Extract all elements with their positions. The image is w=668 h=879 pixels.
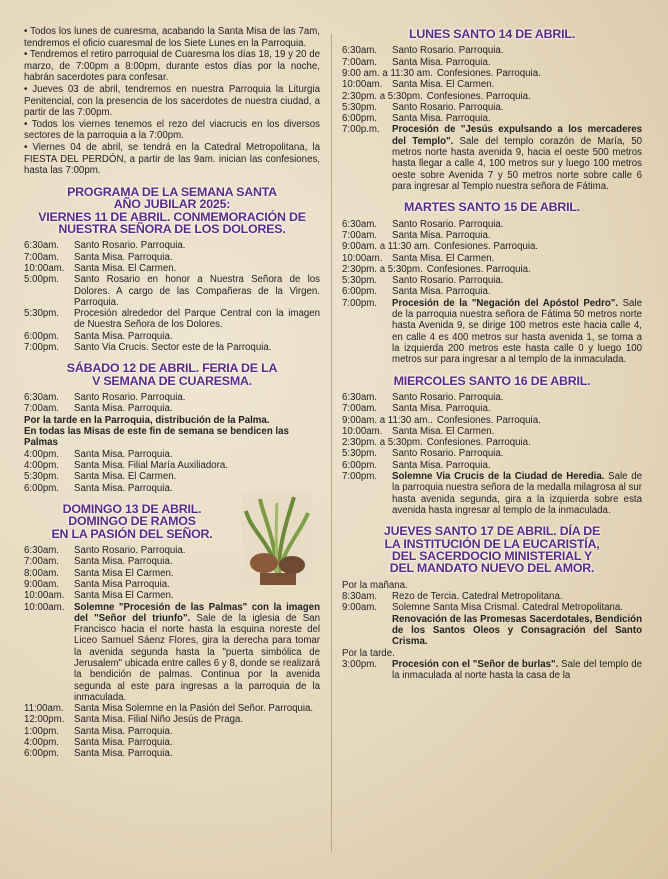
schedule-time: 6:30am. xyxy=(24,392,60,404)
event-title: Procesión de "Jesús expulsando a los mercaderes del Templo". xyxy=(392,124,642,147)
event-text: Santa Misa. El Carmen. xyxy=(74,471,177,483)
schedule-row xyxy=(24,471,320,482)
schedule-time: 10:00am. xyxy=(24,590,65,602)
event-text: Sale de la iglesia de San Francisco hacia el norte hasta la esquina noreste del Liceo Samuel Sáenz Flores, gira la derecha para tomar la avenida segunda hasta la "puerta simbólica de Jerusalem" ubicada entre calles 6 y 8, donde se realizará la bendición de palmas. Continua por la avenida segunda al este para ingresas a la parroquia de la inmaculada. xyxy=(74,612,320,703)
schedule-time: 6:30am. xyxy=(342,45,378,57)
heading-line: MIERCOLES SANTO 16 DE ABRIL. xyxy=(393,373,591,388)
schedule-row xyxy=(24,449,320,460)
schedule-time: 7:00p.m. xyxy=(342,124,380,136)
schedule-row xyxy=(342,426,642,437)
right-column xyxy=(342,26,642,682)
schedule-description xyxy=(437,415,642,426)
heading-line: LUNES SANTO 14 DE ABRIL. xyxy=(409,27,575,41)
event-text: Santa Misa. Parroquia. xyxy=(74,748,173,760)
schedule-time: 5:30pm. xyxy=(342,275,378,287)
schedule-row xyxy=(24,240,320,251)
schedule-description xyxy=(392,426,642,437)
schedule-list xyxy=(342,392,642,516)
schedule-description xyxy=(392,460,642,471)
event-text: Santa Misa. El Carmen. xyxy=(392,79,495,91)
schedule-time: 7:00am. xyxy=(342,229,378,241)
section-heading xyxy=(342,375,642,387)
schedule-row xyxy=(24,331,320,342)
schedule-row xyxy=(342,219,642,230)
schedule-row xyxy=(342,102,642,113)
column-divider xyxy=(331,34,332,852)
heading-line: VIERNES 11 DE ABRIL. CONMEMORACIÓN DE xyxy=(38,209,306,224)
event-text: Santa Misa. Parroquia. xyxy=(74,330,173,342)
event-title: Procesión con el "Señor de burlas". xyxy=(392,658,559,670)
schedule-list xyxy=(342,45,642,192)
schedule-row xyxy=(342,460,642,471)
schedule-description xyxy=(74,308,320,331)
section-domingo xyxy=(24,503,320,760)
heading-line: DOMINGO DE RAMOS xyxy=(68,514,196,529)
schedule-description xyxy=(74,392,320,403)
schedule-time: 6:30am. xyxy=(24,240,60,252)
event-text: Santa Misa. Parroquia. xyxy=(74,251,173,263)
palm-plant-image xyxy=(242,493,312,585)
schedule-time: 11:00am. xyxy=(24,703,64,715)
schedule-time: 6:00pm. xyxy=(24,748,60,760)
schedule-row xyxy=(24,703,320,714)
schedule-time: 9:00am. a 11:30 am. xyxy=(342,241,431,253)
schedule-time: 6:00pm. xyxy=(342,459,378,471)
schedule-time: 6:30am. xyxy=(342,218,378,230)
schedule-time: 5:30pm. xyxy=(342,448,378,460)
schedule-description xyxy=(74,274,320,308)
schedule-description xyxy=(392,102,642,113)
event-text: Santo Rosario. Parroquia. xyxy=(392,391,504,403)
event-text: Confesiones. Parroquia. xyxy=(436,68,541,79)
schedule-time: 7:00pm. xyxy=(342,471,378,483)
schedule-time: 7:00am. xyxy=(342,403,378,415)
left-column xyxy=(24,26,320,760)
event-text: Santa Misa. Parroquia. xyxy=(74,737,173,749)
schedule-time: 2:30pm. a 5:30pm. xyxy=(342,437,423,449)
event-text: Santa Misa. El Carmen. xyxy=(74,262,177,274)
event-text: Santa Misa El Carmen. xyxy=(74,567,174,579)
event-text: Santa Misa. Parroquia. xyxy=(74,448,173,460)
schedule-row xyxy=(342,79,642,90)
schedule-description xyxy=(74,737,320,748)
schedule-description xyxy=(392,253,642,264)
schedule-row xyxy=(24,252,320,263)
schedule-row xyxy=(342,448,642,459)
section-heading xyxy=(24,186,320,236)
event-text: Santo Rosario. Parroquia. xyxy=(392,45,504,57)
event-text: Santa Misa. Parroquia. xyxy=(392,56,491,68)
schedule-description xyxy=(392,403,642,414)
event-text: Santa Misa. El Carmen. xyxy=(392,252,495,264)
event-text: Confesiones. Parroquia. xyxy=(426,90,531,102)
event-text: Santa Misa. Filial Niño Jesús de Praga. xyxy=(74,714,244,726)
schedule-time: 10:00am. xyxy=(24,262,65,274)
schedule-row xyxy=(24,308,320,331)
heading-line: PROGRAMA DE LA SEMANA SANTA xyxy=(67,184,277,199)
schedule-label: Por la mañana. xyxy=(342,579,408,591)
schedule-time: 8:30am. xyxy=(342,591,378,603)
schedule-row xyxy=(342,298,642,366)
schedule-row xyxy=(24,737,320,748)
heading-line: V SEMANA DE CUARESMA. xyxy=(92,373,252,388)
event-text: Sale de la parroquia nuestra señora de Fátima 50 metros norte hasta Avenida 9, se dirige 100 metros este hacia calle 4, en calle 4 es 400 metros sur hasta avenida 1, se toma a la izquierda 200 metros este hasta calle 0 y luego 100 metros sur para ingresar a al templo de la inmaculada. xyxy=(392,297,642,366)
heading-line: JUEVES SANTO 17 DE ABRIL. DÍA DE xyxy=(383,524,601,539)
event-text: Santo Rosario. Parroquia. xyxy=(392,275,504,287)
event-text: Procesión alrededor del Parque Central con la imagen de Nuestra Señora de los Dolores. xyxy=(74,308,320,331)
schedule-row xyxy=(24,460,320,471)
schedule-label: Por la tarde. xyxy=(342,647,395,659)
schedule-description xyxy=(392,448,642,459)
announcement-item: • Viernes 04 de abril, se tendrá en la Catedral Metropolitana, la FIESTA DEL PERDÓN, a partir de las 9am. inician las confesiones, hasta las 7:00pm. xyxy=(24,141,320,177)
schedule-row xyxy=(342,264,642,275)
heading-line: DEL MANDATO NUEVO DEL AMOR. xyxy=(389,561,595,576)
schedule-description xyxy=(392,298,642,366)
schedule-description xyxy=(392,392,642,403)
schedule-description xyxy=(74,263,320,274)
schedule-time: 2:30pm. a 5:30pm. xyxy=(342,263,423,275)
heading-line: AÑO JUBILAR 2025: xyxy=(113,197,231,212)
schedule-description xyxy=(427,264,642,275)
schedule-time: 4:00pm. xyxy=(24,737,60,749)
schedule-time: 10:00am. xyxy=(342,252,383,264)
event-text: Santa Misa. El Carmen. xyxy=(392,425,495,437)
event-text: Santo Rosario en honor a Nuestra Señora de los Dolores. A cargo de las Compañeras de la Virgen. Parroquia. xyxy=(74,274,320,308)
section-miercoles xyxy=(342,375,642,517)
event-text: Rezo de Tercia. Catedral Metropolitana. xyxy=(392,591,563,603)
heading-line: NUESTRA SEÑORA DE LOS DOLORES. xyxy=(58,221,286,236)
schedule-row xyxy=(24,726,320,737)
announcement-item: • Todos los viernes tenemos el rezo del viacrucis en los diversos sectores de la parroquia a la 7:00pm. xyxy=(24,118,320,142)
schedule-list xyxy=(24,392,320,415)
event-title: Solemne Via Crucis de la Ciudad de Heredia. xyxy=(392,471,605,483)
schedule-time: 7:00am. xyxy=(24,556,60,568)
section-sabado xyxy=(24,362,320,493)
schedule-description xyxy=(427,437,642,448)
schedule-time: 9:00am. xyxy=(342,602,378,614)
schedule-note: En todas las Misas de este fin de semana se bendicen las Palmas xyxy=(24,426,289,449)
schedule-time: 1:00pm. xyxy=(24,725,60,737)
schedule-row xyxy=(342,415,642,426)
event-text: Santo Rosario. Parroquia. xyxy=(392,448,504,460)
schedule-time: 5:30pm. xyxy=(24,308,60,320)
section-heading xyxy=(24,362,320,387)
announcement-item: • Tendremos el retiro parroquial de Cuaresma los días 18, 19 y 20 de marzo, de 7:00pm a 8:00pm, durante estos días por la noche, habrán sacerdotes para confesar. xyxy=(24,49,320,84)
schedule-time: 5:30pm. xyxy=(342,101,378,113)
event-text: Confesiones. Parroquia. xyxy=(426,437,531,449)
schedule-row xyxy=(342,392,642,403)
schedule-row xyxy=(342,230,642,241)
schedule-description xyxy=(392,219,642,230)
schedule-list xyxy=(342,659,642,682)
schedule-list xyxy=(24,449,320,494)
section-jueves xyxy=(342,525,642,681)
event-title: Procesión de la "Negación del Apóstol Pedro". xyxy=(392,297,619,309)
schedule-description xyxy=(427,91,642,102)
schedule-row xyxy=(342,602,642,647)
schedule-time: 5:00pm. xyxy=(24,274,60,286)
announcement-item: • Jueves 03 de abril, tendremos en nuestra Parroquia la Liturgia Penitencial, con la presencia de los sacerdotes de nuestra ciudad, a partir de las 7:00pm. xyxy=(24,83,320,119)
event-title: Solemne "Procesión de las Palmas" con la imagen del "Señor del triunfo". xyxy=(74,601,320,624)
schedule-row xyxy=(342,659,642,682)
schedule-description xyxy=(392,57,642,68)
schedule-time: 10:00am. xyxy=(342,79,383,91)
schedule-time: 6:30am. xyxy=(342,391,378,403)
schedule-row xyxy=(24,342,320,353)
event-text: Santa Misa. Parroquia. xyxy=(392,113,491,125)
section-heading xyxy=(342,201,642,213)
schedule-row xyxy=(342,241,642,252)
event-text: Santa Misa Parroquia. xyxy=(74,578,170,590)
section-martes xyxy=(342,201,642,365)
schedule-time: 4:00pm. xyxy=(24,448,60,460)
section-heading xyxy=(342,28,642,40)
schedule-time: 9:00am. xyxy=(24,578,60,590)
schedule-time: 5:30pm. xyxy=(24,471,60,483)
schedule-time: 9:00am. a 11:30 am.. xyxy=(342,414,433,426)
event-text: Santo Rosario. Parroquia. xyxy=(74,240,186,252)
schedule-row xyxy=(24,748,320,759)
schedule-row xyxy=(342,57,642,68)
schedule-description xyxy=(74,252,320,263)
section-viernes xyxy=(24,186,320,354)
schedule-description xyxy=(74,748,320,759)
schedule-description xyxy=(392,230,642,241)
schedule-list xyxy=(342,219,642,366)
schedule-row xyxy=(24,602,320,704)
heading-line: EN LA PASIÓN DEL SEÑOR. xyxy=(51,526,213,541)
schedule-description xyxy=(74,714,320,725)
schedule-description xyxy=(74,403,320,414)
announcement-item: • Todos los lunes de cuaresma, acabando la Santa Misa de las 7am, tendremos el oficio cuaresmal de los Siete Lunes en la Parroquia. xyxy=(24,26,320,49)
event-text: Santa Misa. Filial María Auxiliadora. xyxy=(74,459,228,471)
schedule-description xyxy=(74,471,320,482)
schedule-row xyxy=(342,591,642,602)
schedule-description xyxy=(74,449,320,460)
event-text: Santo Rosario. Parroquia. xyxy=(74,392,186,404)
schedule-description xyxy=(434,241,642,252)
event-text: Sale de la parroquia nuestra señora de la medalla milagrosa al sur hasta avenida segunda, gira a la izquierda sobre esta avenida hasta ingresar al templo de la inmaculada. xyxy=(392,471,642,516)
schedule-description xyxy=(74,240,320,251)
event-text: Santa Misa. Parroquia. xyxy=(392,286,491,298)
schedule-list xyxy=(342,591,642,647)
schedule-time: 7:00am. xyxy=(24,403,60,415)
schedule-row xyxy=(24,263,320,274)
event-text: Sale del templo de la inmaculada al norte hasta la casa de la xyxy=(392,658,642,682)
event-text: Santo Rosario. Parroquia. xyxy=(74,545,186,557)
schedule-row xyxy=(24,403,320,414)
schedule-list xyxy=(24,240,320,353)
schedule-time: 6:00pm. xyxy=(342,113,378,125)
heading-line: SÁBADO 12 DE ABRIL. FERIA DE LA xyxy=(66,361,278,376)
schedule-description xyxy=(392,275,642,286)
event-text: Santa Misa Solemne en la Pasión del Señor. Parroquia. xyxy=(74,703,314,715)
schedule-row xyxy=(24,392,320,403)
event-text: Santo Via Crucis. Sector este de la Parroquia. xyxy=(74,342,272,354)
schedule-description xyxy=(392,79,642,90)
schedule-description xyxy=(392,471,642,516)
schedule-time: 9:00 am. a 11:30 am. xyxy=(342,68,433,79)
schedule-description xyxy=(74,460,320,471)
event-text: Santa Misa. Parroquia. xyxy=(392,229,491,241)
schedule-row xyxy=(24,714,320,725)
schedule-time: 7:00am. xyxy=(24,251,60,263)
schedule-time: 8:00am. xyxy=(24,567,60,579)
schedule-time: 10:00am. xyxy=(24,601,65,613)
event-text: Confesiones. Parroquia. xyxy=(434,241,539,253)
announcements xyxy=(24,26,320,177)
schedule-description xyxy=(74,726,320,737)
schedule-time: 12:00pm. xyxy=(24,714,65,726)
schedule-row xyxy=(342,45,642,56)
event-text: Santa Misa. Parroquia. xyxy=(392,459,491,471)
schedule-description xyxy=(392,591,642,602)
heading-line: MARTES SANTO 15 DE ABRIL. xyxy=(403,200,581,215)
schedule-time: 6:00pm. xyxy=(342,286,378,298)
schedule-time: 4:00pm. xyxy=(24,459,60,471)
schedule-row xyxy=(342,403,642,414)
schedule-time: 3:00pm. xyxy=(342,658,378,670)
section-heading xyxy=(24,503,240,540)
event-text: Solemne Santa Misa Crismal. Catedral Metropolitana. xyxy=(392,602,623,614)
event-text: Santa Misa. Parroquia. xyxy=(74,403,173,415)
schedule-description xyxy=(392,286,642,297)
schedule-description xyxy=(74,590,320,601)
event-text: Santa Misa. Parroquia. xyxy=(392,403,491,415)
schedule-row xyxy=(342,124,642,192)
event-text: Santo Rosario. Parroquia. xyxy=(392,218,504,230)
schedule-row xyxy=(342,91,642,102)
schedule-row xyxy=(342,113,642,124)
schedule-description xyxy=(437,68,642,79)
section-lunes xyxy=(342,28,642,192)
heading-line: DEL SACERDOCIO MINISTERIAL Y xyxy=(391,549,593,564)
event-text: Santo Rosario. Parroquia. xyxy=(392,101,504,113)
schedule-time: 10:00am. xyxy=(342,425,383,437)
event-text: Sale del templo corazón de María, 50 metros norte hasta avenida 9, hacia el oeste 500 metros hasta llegar a calle 4, 100 metros sur y luego 100 metros oeste sobre Avenida 7 y 50 metros norte sobre calle 6 para ingresar al Templo nuestra señora de Fátima. xyxy=(392,135,642,192)
event-text: Santa Misa. Parroquia. xyxy=(74,556,173,568)
heading-line: LA INSTITUCIÓN DE LA EUCARISTÍA, xyxy=(384,536,600,551)
schedule-row xyxy=(342,253,642,264)
event-text: Santa Misa El Carmen. xyxy=(74,590,174,602)
schedule-description xyxy=(392,124,642,192)
heading-line: DOMINGO 13 DE ABRIL. xyxy=(62,501,202,516)
schedule-row xyxy=(342,275,642,286)
schedule-note: Por la tarde en la Parroquia, distribución de la Palma. xyxy=(24,414,270,426)
schedule-row xyxy=(342,68,642,79)
schedule-description xyxy=(74,703,320,714)
event-title: Renovación de las Promesas Sacerdotales, Bendición de los Santos Oleos y Consagración del Santo Crisma. xyxy=(392,613,642,648)
schedule-row xyxy=(342,286,642,297)
event-text: Santa Misa. Parroquia. xyxy=(74,482,173,494)
schedule-time: 6:00pm. xyxy=(24,482,60,494)
schedule-description xyxy=(74,331,320,342)
schedule-description xyxy=(392,659,642,682)
schedule-description xyxy=(74,602,320,704)
schedule-time: 7:00pm. xyxy=(342,297,378,309)
schedule-time: 7:00pm. xyxy=(24,342,60,354)
schedule-description xyxy=(74,342,320,353)
schedule-time: 6:30am. xyxy=(24,545,60,557)
schedule-time: 6:00pm. xyxy=(24,330,60,342)
schedule-row xyxy=(24,274,320,308)
section-heading xyxy=(342,525,642,575)
schedule-time: 7:00am. xyxy=(342,56,378,68)
event-text: Santa Misa. Parroquia. xyxy=(74,725,173,737)
schedule-description xyxy=(392,113,642,124)
schedule-row xyxy=(342,437,642,448)
event-text: Confesiones. Parroquia. xyxy=(436,414,541,426)
schedule-description xyxy=(392,602,642,647)
event-text: Confesiones. Parroquia. xyxy=(426,263,531,275)
schedule-time: 2:30pm. a 5:30pm. xyxy=(342,90,423,102)
schedule-row xyxy=(24,590,320,601)
schedule-description xyxy=(392,45,642,56)
schedule-row xyxy=(342,471,642,516)
